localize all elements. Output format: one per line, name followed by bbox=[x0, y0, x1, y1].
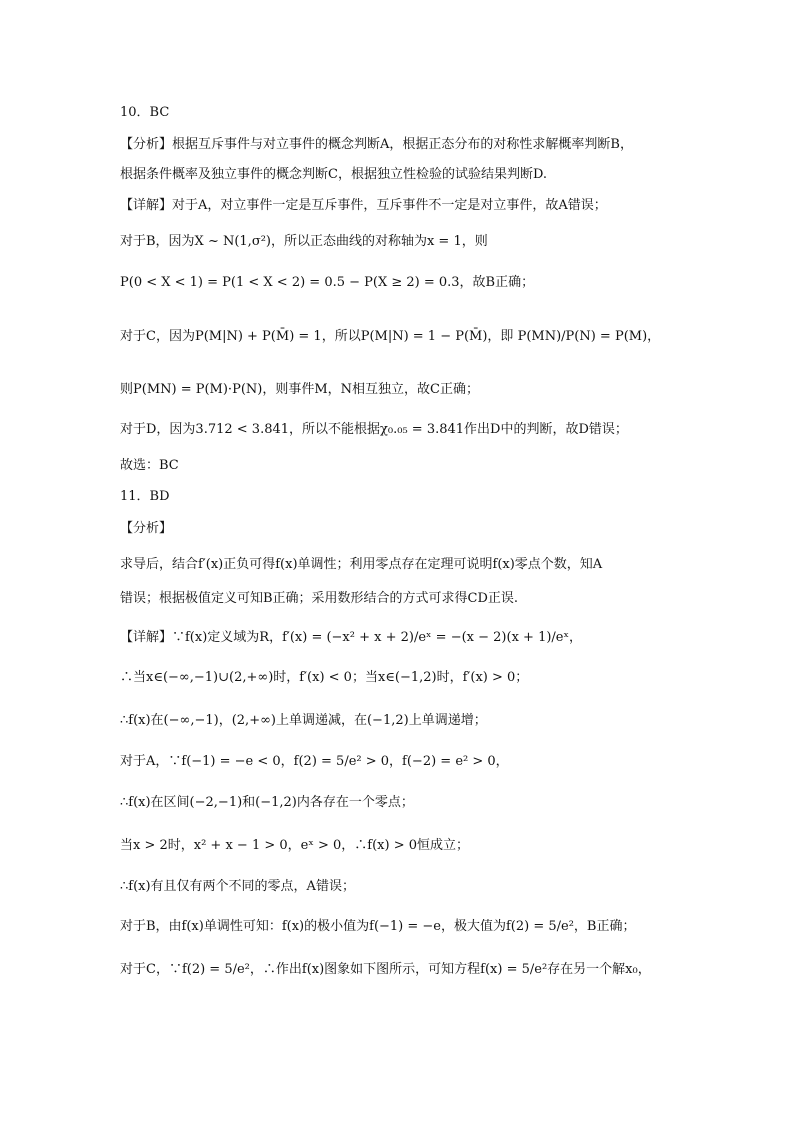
detail-11-line-3: ∴f(x)在(−∞,−1)，(2,+∞)上单调递减，在(−1,2)上单调递增； bbox=[120, 713, 487, 728]
analysis-10-line-2: 根据条件概率及独立事件的概念判断C，根据独立性检验的试验结果判断D. bbox=[120, 167, 548, 182]
detail-11-line-5: ∴f(x)在区间(−2,−1)和(−1,2)内各存在一个零点； bbox=[120, 795, 414, 810]
detail-11-line-9: 对于C，∵f(2) = 5/e²，∴作出f(x)图象如下图所示，可知方程f(x) = 5/e²存在另一个解x₀， bbox=[120, 962, 651, 977]
detail-10-line-4: 对于C，因为P(M|N) + P(M̄) = 1，所以P(M|N) = 1 − P(M̄)，即 P(MN)/P(N) = P(M)， bbox=[120, 329, 661, 344]
detail-10-line-5: 则P(MN) = P(M)·P(N)，则事件M，N相互独立，故C正确； bbox=[120, 382, 479, 397]
detail-10-line-2: 对于B，因为X ~ N(1,σ²)，所以正态曲线的对称轴为x = 1，则 bbox=[120, 234, 488, 249]
analysis-11-heading: 【分析】 bbox=[120, 521, 173, 536]
detail-11-line-4: 对于A，∵f(−1) = −e < 0，f(2) = 5/e² > 0，f(−2) = e² > 0， bbox=[120, 754, 509, 769]
detail-11-line-6: 当x > 2时，x² + x − 1 > 0，eˣ > 0，∴f(x) > 0恒成立； bbox=[120, 838, 469, 853]
detail-11-line-8: 对于B，由f(x)单调性可知：f(x)的极小值为f(−1) = −e，极大值为f(2) = 5/e²，B正确； bbox=[120, 919, 636, 934]
answer-10: 10．BC bbox=[120, 105, 170, 120]
detail-11-line-1: 【详解】∵f(x)定义域为R，f′(x) = (−x² + x + 2)/eˣ = −(x − 2)(x + 1)/eˣ， bbox=[120, 630, 582, 645]
detail-11-line-7: ∴f(x)有且仅有两个不同的零点，A错误； bbox=[120, 879, 355, 894]
analysis-10-line-1: 【分析】根据互斥事件与对立事件的概念判断A，根据正态分布的对称性求解概率判断B， bbox=[120, 137, 633, 152]
choice-10: 故选：BC bbox=[120, 458, 179, 473]
detail-10-line-6: 对于D，因为3.712 < 3.841，所以不能根据χ₀.₀₅ = 3.841作出D中的判断，故D错误； bbox=[120, 422, 628, 437]
detail-10-line-3: P(0 < X < 1) = P(1 < X < 2) = 0.5 − P(X ≥ 2) = 0.3，故B正确； bbox=[120, 275, 535, 290]
analysis-11-line-1: 求导后，结合f′(x)正负可得f(x)单调性；利用零点存在定理可说明f(x)零点个数，知A bbox=[120, 557, 603, 572]
detail-10-line-1: 【详解】对于A，对立事件一定是互斥事件，互斥事件不一定是对立事件，故A错误； bbox=[120, 198, 607, 213]
analysis-11-line-2: 错误；根据极值定义可知B正确；采用数形结合的方式可求得CD正误. bbox=[120, 591, 519, 606]
answer-11: 11．BD bbox=[120, 489, 170, 504]
detail-11-line-2: ∴当x∈(−∞,−1)∪(2,+∞)时，f′(x) < 0；当x∈(−1,2)时，f′(x) > 0； bbox=[120, 670, 529, 685]
